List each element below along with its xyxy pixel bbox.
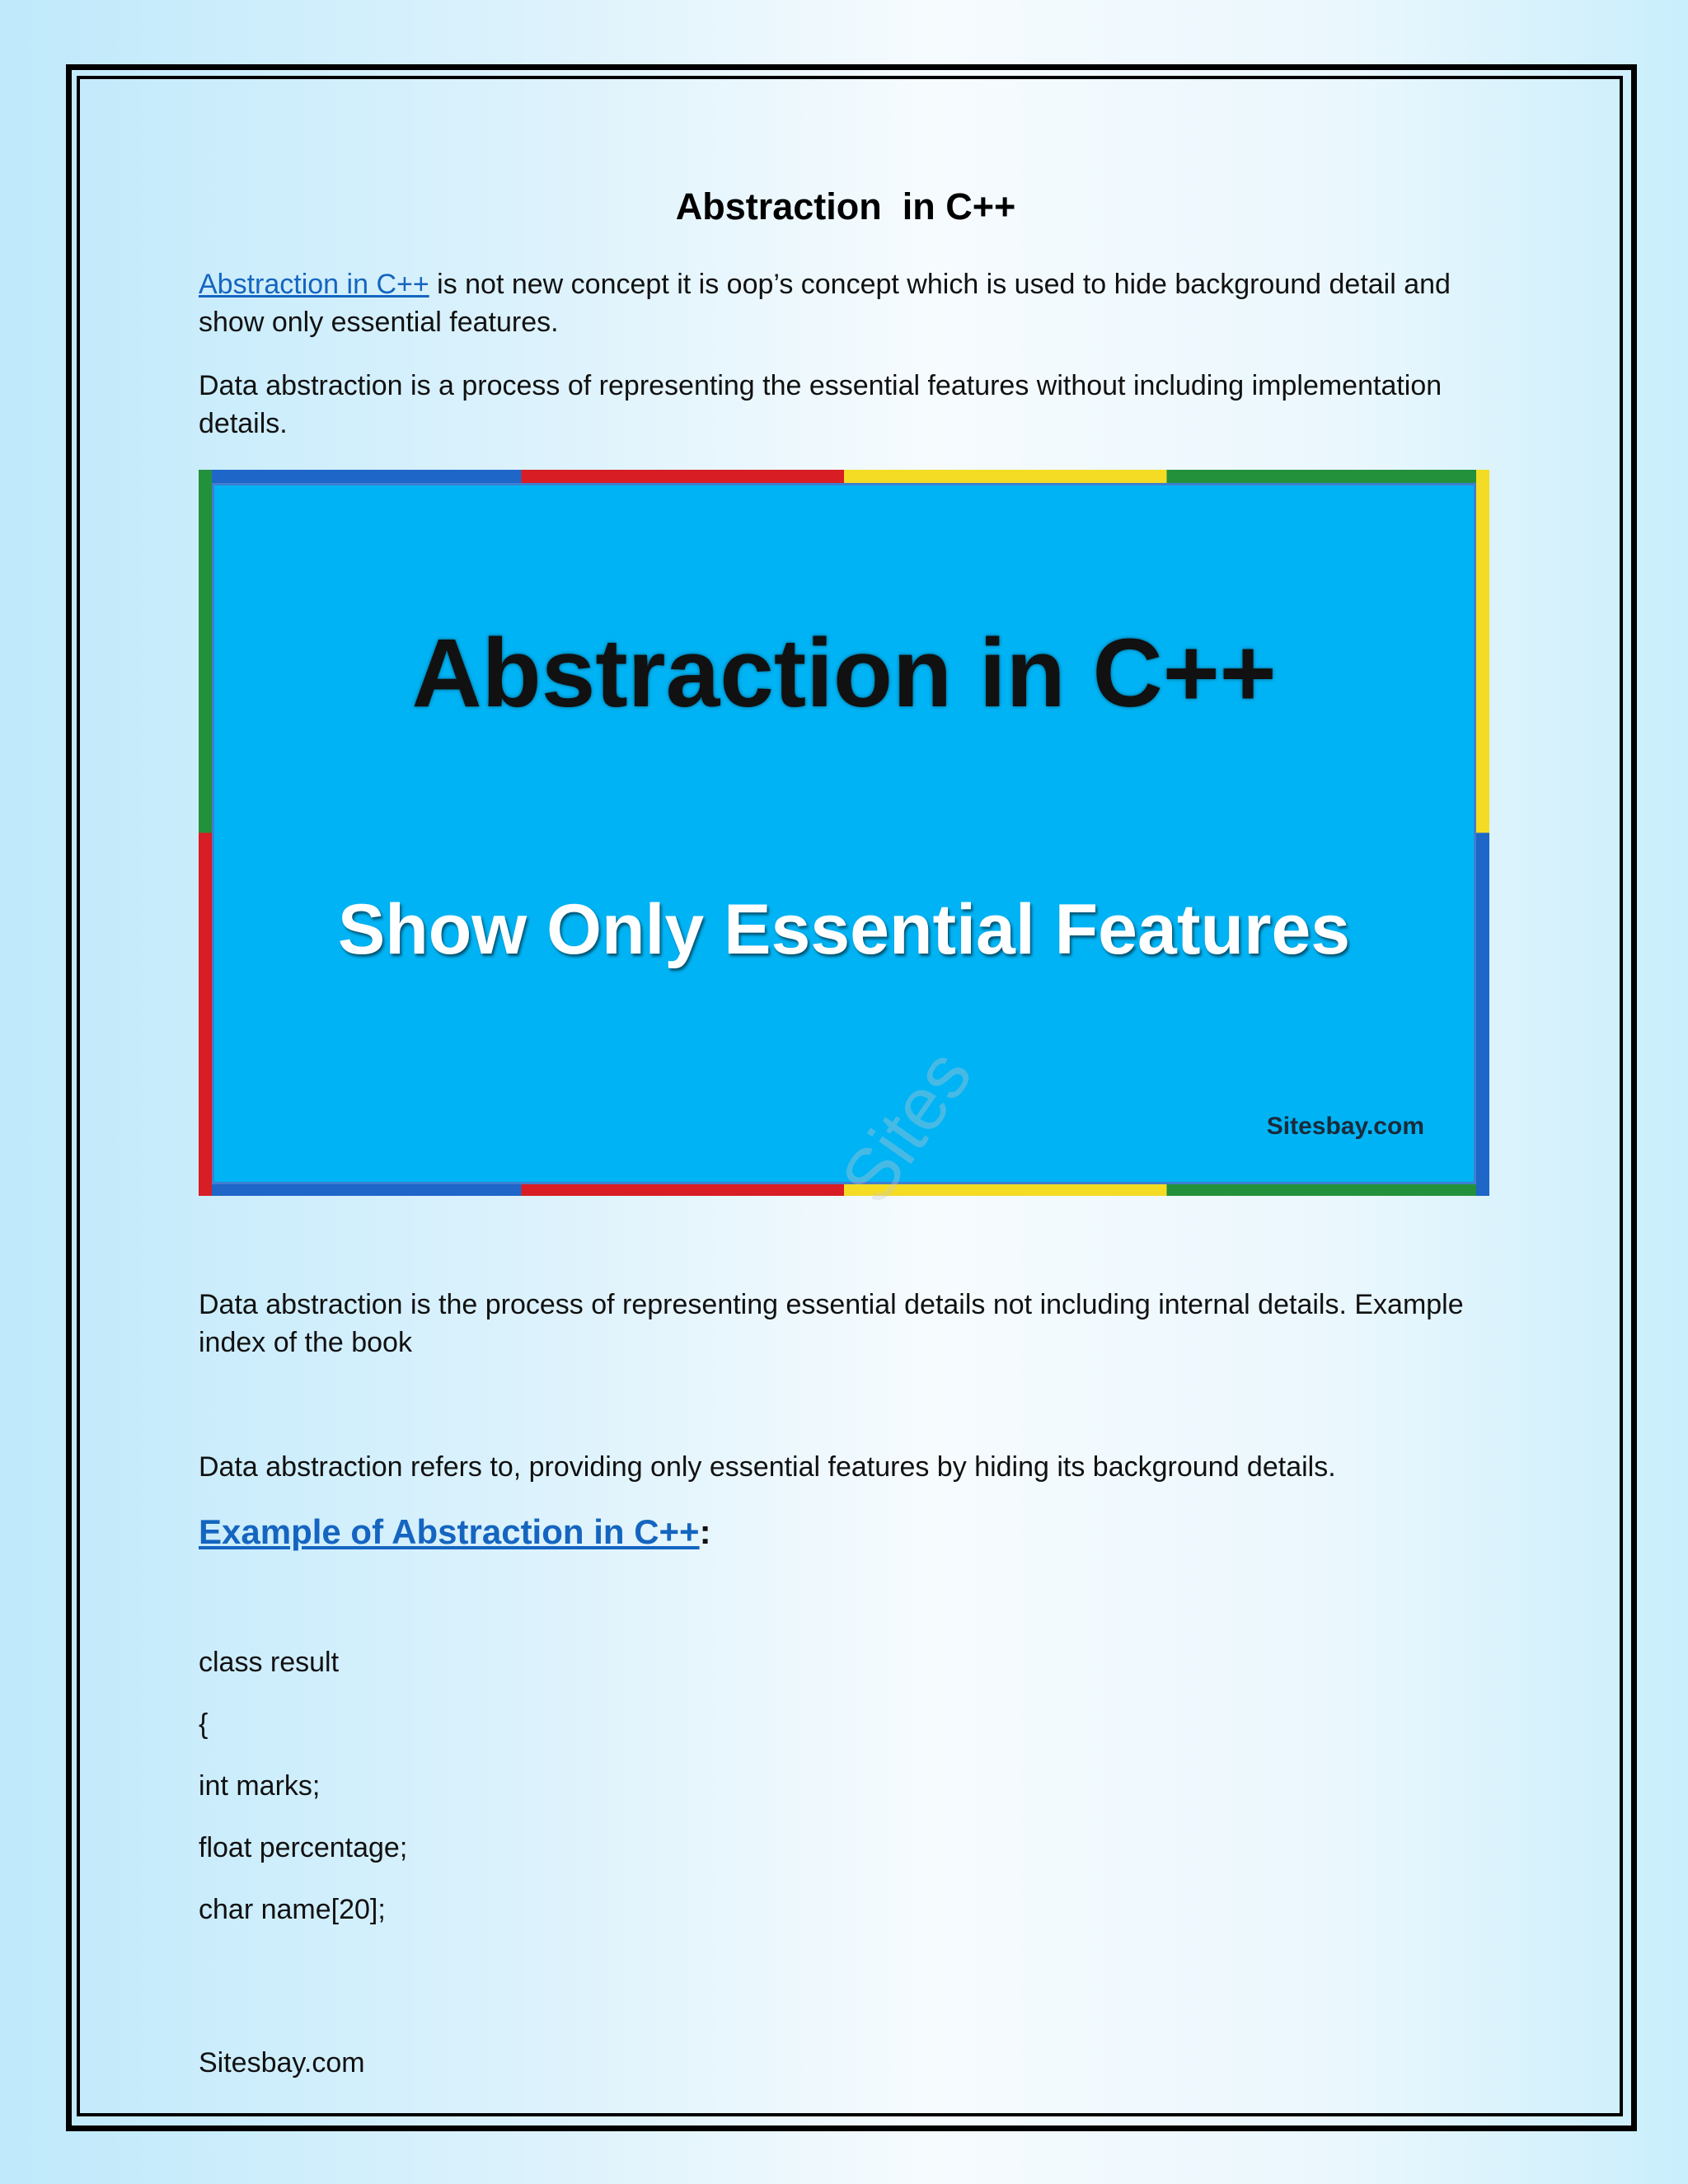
example-heading [199,1512,711,1552]
example-heading-colon: : [699,1512,711,1551]
code-line: { [199,1708,209,1740]
code-line: class result [199,1647,340,1678]
abstraction-banner-image [199,470,1489,1196]
refers-paragraph: Data abstraction refers to, providing only essential features by hiding its background details. [199,1451,1336,1483]
definition-paragraph: Data abstraction is a process of representing the essential features without including implementation details. [199,370,1442,439]
example-heading-link[interactable]: Example of Abstraction in C++ [199,1512,700,1551]
abstraction-link[interactable]: Abstraction in C++ [199,269,429,300]
banner-title: Abstraction in C++ [411,619,1277,728]
watermark: Sites [825,1035,988,1218]
process-paragraph: Data abstraction is the process of representing essential details not including internal details. Example index of the book [199,1289,1464,1358]
banner-brand: Sitesbay.com [1266,1113,1424,1140]
intro-paragraph [199,265,1484,341]
code-line: float percentage; [199,1832,408,1863]
footer-site-name: Sitesbay.com [199,2047,365,2079]
code-line: char name[20]; [199,1894,386,1925]
banner-panel [212,483,1476,1184]
banner-subtitle: Show Only Essential Features [337,890,1351,969]
banner-left-stripe [199,470,212,1196]
banner-right-stripe [1476,470,1489,1196]
code-line: int marks; [199,1770,321,1802]
page-title: Abstraction in C++ [675,185,1016,227]
intro-text: is not new concept it is oop’s concept which is used to hide background detail and show only essential features. [199,269,1451,338]
